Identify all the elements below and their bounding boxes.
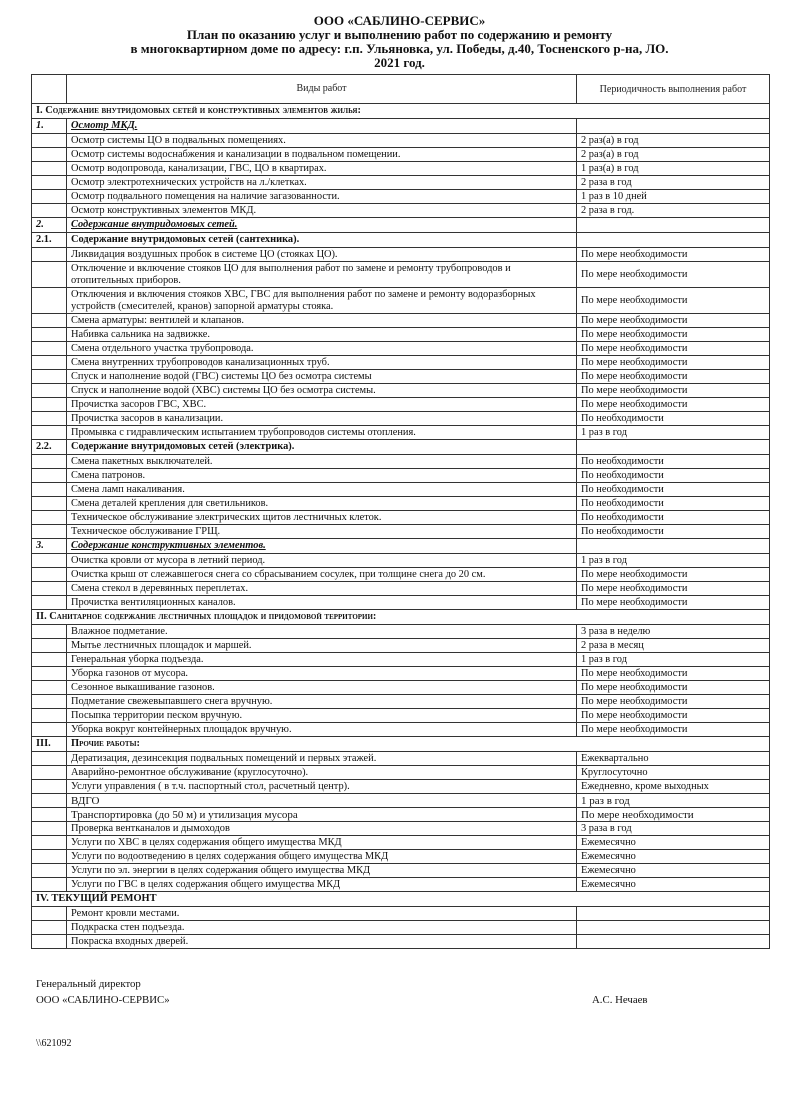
company-name: ООО «САБЛИНО-СЕРВИС» (313, 13, 486, 28)
row-period: 1 раз в год (577, 653, 770, 667)
row-work: Смена деталей крепления для светильников. (67, 497, 577, 511)
row-number (32, 864, 67, 878)
table-row (32, 288, 770, 314)
table-row (32, 218, 770, 233)
table-row (32, 440, 770, 455)
row-work: Промывка с гидравлическим испытанием трубопроводов системы отопления. (67, 426, 577, 440)
row-work: Осмотр водопровода, канализации, ГВС, ЦО в квартирах. (67, 162, 577, 176)
row-period: По мере необходимости (577, 596, 770, 610)
row-work: Отключение и включение стояков ЦО для выполнения работ по замене и ремонту трубопроводов и отопительных приборов. (67, 262, 577, 288)
row-work: Подкраска стен подъезда. (67, 921, 577, 935)
row-number (32, 681, 67, 695)
table-row (32, 262, 770, 288)
table-row (32, 356, 770, 370)
row-work: Смена внутренних трубопроводов канализационных труб. (67, 356, 577, 370)
row-number (32, 370, 67, 384)
row-period: По мере необходимости (577, 808, 770, 822)
row-work: Содержание внутридомовых сетей (электрика). (67, 440, 577, 455)
row-work: Техническое обслуживание ГРЩ. (67, 525, 577, 539)
table-row (32, 596, 770, 610)
row-period: По необходимости (577, 511, 770, 525)
row-number (32, 766, 67, 780)
row-number (32, 426, 67, 440)
row-period (577, 907, 770, 921)
table-row (32, 681, 770, 695)
row-work: Покраска входных дверей. (67, 935, 577, 949)
row-work: Смена ламп накаливания. (67, 483, 577, 497)
row-number (32, 384, 67, 398)
row-number (32, 190, 67, 204)
signature-block (36, 976, 170, 1008)
row-period: 2 раз(а) в год (577, 148, 770, 162)
table-row (32, 314, 770, 328)
plan-year: 2021 год. (374, 55, 425, 70)
row-number: 2.2. (32, 440, 67, 455)
row-period: По мере необходимости (577, 709, 770, 723)
row-period: По мере необходимости (577, 398, 770, 412)
row-number (32, 850, 67, 864)
table-row (32, 554, 770, 568)
row-number (32, 497, 67, 511)
table-row (32, 104, 770, 119)
row-number (32, 469, 67, 483)
row-work: Очистка кровли от мусора в летний период. (67, 554, 577, 568)
table-row (32, 766, 770, 780)
works-column-header: Виды работ (67, 75, 577, 104)
row-work: II. Санитарное содержание лестничных площадок и придомовой территории: (32, 610, 770, 625)
row-work: Техническое обслуживание электрических щитов лестничных клеток. (67, 511, 577, 525)
row-period: По мере необходимости (577, 248, 770, 262)
row-period: По мере необходимости (577, 356, 770, 370)
table-row (32, 455, 770, 469)
row-number: 3. (32, 539, 67, 554)
row-number (32, 709, 67, 723)
table-row (32, 864, 770, 878)
row-period: По мере необходимости (577, 314, 770, 328)
row-work: Осмотр МКД. (67, 119, 577, 134)
director-position: Генеральный директор (36, 978, 141, 990)
row-work: Осмотр системы водоснабжения и канализации в подвальном помещении. (67, 148, 577, 162)
table-row (32, 892, 770, 907)
row-period (577, 539, 770, 554)
table-row (32, 850, 770, 864)
row-period: По необходимости (577, 525, 770, 539)
row-number (32, 878, 67, 892)
row-number (32, 935, 67, 949)
table-row (32, 511, 770, 525)
row-period: По мере необходимости (577, 723, 770, 737)
table-row (32, 582, 770, 596)
director-company: ООО «САБЛИНО-СЕРВИС» (36, 994, 170, 1006)
row-number (32, 582, 67, 596)
table-row (32, 248, 770, 262)
row-period: 2 раза в год (577, 176, 770, 190)
row-work: Содержание внутридомовых сетей (сантехника). (67, 233, 577, 248)
document-code: \\621092 (36, 1038, 72, 1049)
row-work: Прочистка засоров ГВС, ХВС. (67, 398, 577, 412)
table-row (32, 653, 770, 667)
table-row (32, 935, 770, 949)
row-period: По необходимости (577, 412, 770, 426)
table-row (32, 204, 770, 218)
row-number (32, 148, 67, 162)
row-number: 1. (32, 119, 67, 134)
row-number (32, 921, 67, 935)
table-row (32, 497, 770, 511)
row-number (32, 412, 67, 426)
row-number (32, 262, 67, 288)
row-work: Услуги по эл. энергии в целях содержания общего имущества МКД (67, 864, 577, 878)
table-row (32, 822, 770, 836)
row-period: По мере необходимости (577, 370, 770, 384)
row-work: Набивка сальника на задвижке. (67, 328, 577, 342)
row-number (32, 314, 67, 328)
row-period (577, 119, 770, 134)
row-number (32, 176, 67, 190)
row-period: По необходимости (577, 469, 770, 483)
table-row (32, 384, 770, 398)
row-number (32, 695, 67, 709)
table-row (32, 483, 770, 497)
row-work: I. Содержание внутридомовых сетей и конструктивных элементов жилья: (32, 104, 770, 119)
table-row (32, 134, 770, 148)
row-work: Посыпка территории песком вручную. (67, 709, 577, 723)
row-work: Смена пакетных выключателей. (67, 455, 577, 469)
row-work: Содержание конструктивных элементов. (67, 539, 577, 554)
table-row (32, 610, 770, 625)
row-period: Круглосуточно (577, 766, 770, 780)
row-work: IV. ТЕКУЩИЙ РЕМОНТ (32, 892, 770, 907)
row-number (32, 639, 67, 653)
row-number: 2. (32, 218, 67, 233)
plan-address: в многоквартирном доме по адресу: г.п. Ульяновка, ул. Победы, д.40, Тосненского р-на, ЛО. (130, 41, 669, 56)
table-row (32, 780, 770, 794)
table-row (32, 190, 770, 204)
table-row (32, 836, 770, 850)
row-period: По мере необходимости (577, 384, 770, 398)
row-work: Прочие работы: (67, 737, 770, 752)
row-number (32, 356, 67, 370)
row-number (32, 455, 67, 469)
row-period: По мере необходимости (577, 262, 770, 288)
table-row (32, 907, 770, 921)
table-row (32, 176, 770, 190)
table-row (32, 709, 770, 723)
table-row (32, 119, 770, 134)
row-period (577, 233, 770, 248)
table-row (32, 525, 770, 539)
works-table (31, 74, 770, 949)
period-column-header: Периодичность выполнения работ (577, 75, 770, 104)
row-number (32, 667, 67, 681)
row-work: Сезонное выкашивание газонов. (67, 681, 577, 695)
row-period (577, 218, 770, 233)
row-number (32, 483, 67, 497)
row-period (577, 935, 770, 949)
row-period: 3 раза в неделю (577, 625, 770, 639)
table-row (32, 426, 770, 440)
row-number (32, 511, 67, 525)
row-number (32, 162, 67, 176)
signer-name: А.С. Нечаев (592, 994, 648, 1006)
row-work: Содержание внутридомовых сетей. (67, 218, 577, 233)
number-column-header (32, 75, 67, 104)
table-row (32, 878, 770, 892)
row-period: По мере необходимости (577, 288, 770, 314)
row-period: 3 раза в год (577, 822, 770, 836)
row-period: 1 раз в год (577, 554, 770, 568)
row-period: По мере необходимости (577, 568, 770, 582)
table-row (32, 737, 770, 752)
row-number (32, 342, 67, 356)
row-number: 2.1. (32, 233, 67, 248)
table-row (32, 328, 770, 342)
row-work: Транспортировка (до 50 м) и утилизация мусора (67, 808, 577, 822)
table-row (32, 233, 770, 248)
row-work: Спуск и наполнение водой (ГВС) системы ЦО без осмотра системы (67, 370, 577, 384)
row-work: Ликвидация воздушных пробок в системе ЦО (стояках ЦО). (67, 248, 577, 262)
row-work: Услуги по водоотведению в целях содержания общего имущества МКД (67, 850, 577, 864)
row-work: Осмотр конструктивных элементов МКД. (67, 204, 577, 218)
row-work: Спуск и наполнение водой (ХВС) системы ЦО без осмотра системы. (67, 384, 577, 398)
row-work: Мытье лестничных площадок и маршей. (67, 639, 577, 653)
row-period: Ежеквартально (577, 752, 770, 766)
table-row (32, 398, 770, 412)
row-period (577, 440, 770, 455)
row-number (32, 288, 67, 314)
row-work: ВДГО (67, 794, 577, 808)
table-row (32, 625, 770, 639)
table-row (32, 921, 770, 935)
row-period: По мере необходимости (577, 328, 770, 342)
row-period (577, 921, 770, 935)
row-period: Ежедневно, кроме выходных (577, 780, 770, 794)
table-row (32, 667, 770, 681)
row-work: Услуги по ХВС в целях содержания общего имущества МКД (67, 836, 577, 850)
row-period: По необходимости (577, 497, 770, 511)
row-number (32, 625, 67, 639)
row-work: Смена арматуры: вентилей и клапанов. (67, 314, 577, 328)
table-header-row (32, 75, 770, 104)
table-row (32, 752, 770, 766)
row-work: Очистка крыш от слежавшегося снега со сбрасыванием сосулек, при толщине снега до 20 см. (67, 568, 577, 582)
row-work: Осмотр системы ЦО в подвальных помещениях. (67, 134, 577, 148)
row-work: Услуги по ГВС в целях содержания общего имущества МКД (67, 878, 577, 892)
row-number (32, 568, 67, 582)
row-number (32, 525, 67, 539)
table-row (32, 469, 770, 483)
row-number (32, 653, 67, 667)
row-work: Аварийно-ремонтное обслуживание (круглосуточно). (67, 766, 577, 780)
row-period: 2 раза в месяц (577, 639, 770, 653)
row-period: 1 раз в год (577, 426, 770, 440)
row-number (32, 204, 67, 218)
row-number (32, 794, 67, 808)
row-period: 2 раза в год. (577, 204, 770, 218)
row-period: Ежемесячно (577, 878, 770, 892)
row-period: По мере необходимости (577, 667, 770, 681)
table-row (32, 342, 770, 356)
row-work: Прочистка вентиляционных каналов. (67, 596, 577, 610)
row-number (32, 822, 67, 836)
row-number (32, 134, 67, 148)
row-number (32, 752, 67, 766)
table-row (32, 162, 770, 176)
table-row (32, 794, 770, 808)
row-number (32, 836, 67, 850)
row-period: По мере необходимости (577, 582, 770, 596)
row-work: Отключения и включения стояков ХВС, ГВС для выполнения работ по замене и ремонту водоразборных устройств (смесителей, кранов) запорной арматуры стояка. (67, 288, 577, 314)
row-period: По необходимости (577, 483, 770, 497)
table-row (32, 539, 770, 554)
row-work: Смена стекол в деревянных переплетах. (67, 582, 577, 596)
row-work: Уборка газонов от мусора. (67, 667, 577, 681)
table-row (32, 412, 770, 426)
table-row (32, 370, 770, 384)
table-row (32, 148, 770, 162)
table-row (32, 568, 770, 582)
row-work: Осмотр подвального помещения на наличие загазованности. (67, 190, 577, 204)
row-work: Осмотр электротехнических устройств на л./клетках. (67, 176, 577, 190)
row-number (32, 723, 67, 737)
table-row (32, 808, 770, 822)
row-period: 2 раз(а) в год (577, 134, 770, 148)
row-work: Ремонт кровли местами. (67, 907, 577, 921)
row-number (32, 596, 67, 610)
table-row (32, 639, 770, 653)
row-number (32, 907, 67, 921)
row-period: По мере необходимости (577, 681, 770, 695)
plan-title: План по оказанию услуг и выполнению работ по содержанию и ремонту (186, 27, 613, 42)
row-number (32, 248, 67, 262)
row-period: 1 раз в год (577, 794, 770, 808)
row-period: Ежемесячно (577, 850, 770, 864)
row-work: Смена патронов. (67, 469, 577, 483)
row-work: Услуги управления ( в т.ч. паспортный стол, расчетный центр). (67, 780, 577, 794)
row-period: По мере необходимости (577, 695, 770, 709)
row-work: Дератизация, дезинсекция подвальных помещений и первых этажей. (67, 752, 577, 766)
row-work: Влажное подметание. (67, 625, 577, 639)
row-work: Смена отдельного участка трубопровода. (67, 342, 577, 356)
row-work: Проверка вентканалов и дымоходов (67, 822, 577, 836)
row-period: 1 раз в 10 дней (577, 190, 770, 204)
row-number (32, 328, 67, 342)
row-work: Подметание свежевыпавшего снега вручную. (67, 695, 577, 709)
row-period: По необходимости (577, 455, 770, 469)
row-number (32, 808, 67, 822)
row-period: Ежемесячно (577, 864, 770, 878)
table-row (32, 723, 770, 737)
row-number (32, 554, 67, 568)
row-period: По мере необходимости (577, 342, 770, 356)
row-work: Уборка вокруг контейнерных площадок вручную. (67, 723, 577, 737)
row-number: III. (32, 737, 67, 752)
row-number (32, 780, 67, 794)
row-period: Ежемесячно (577, 836, 770, 850)
table-row (32, 695, 770, 709)
row-period: 1 раз(а) в год (577, 162, 770, 176)
row-number (32, 398, 67, 412)
row-work: Прочистка засоров в канализации. (67, 412, 577, 426)
document-header (0, 14, 799, 70)
row-work: Генеральная уборка подъезда. (67, 653, 577, 667)
